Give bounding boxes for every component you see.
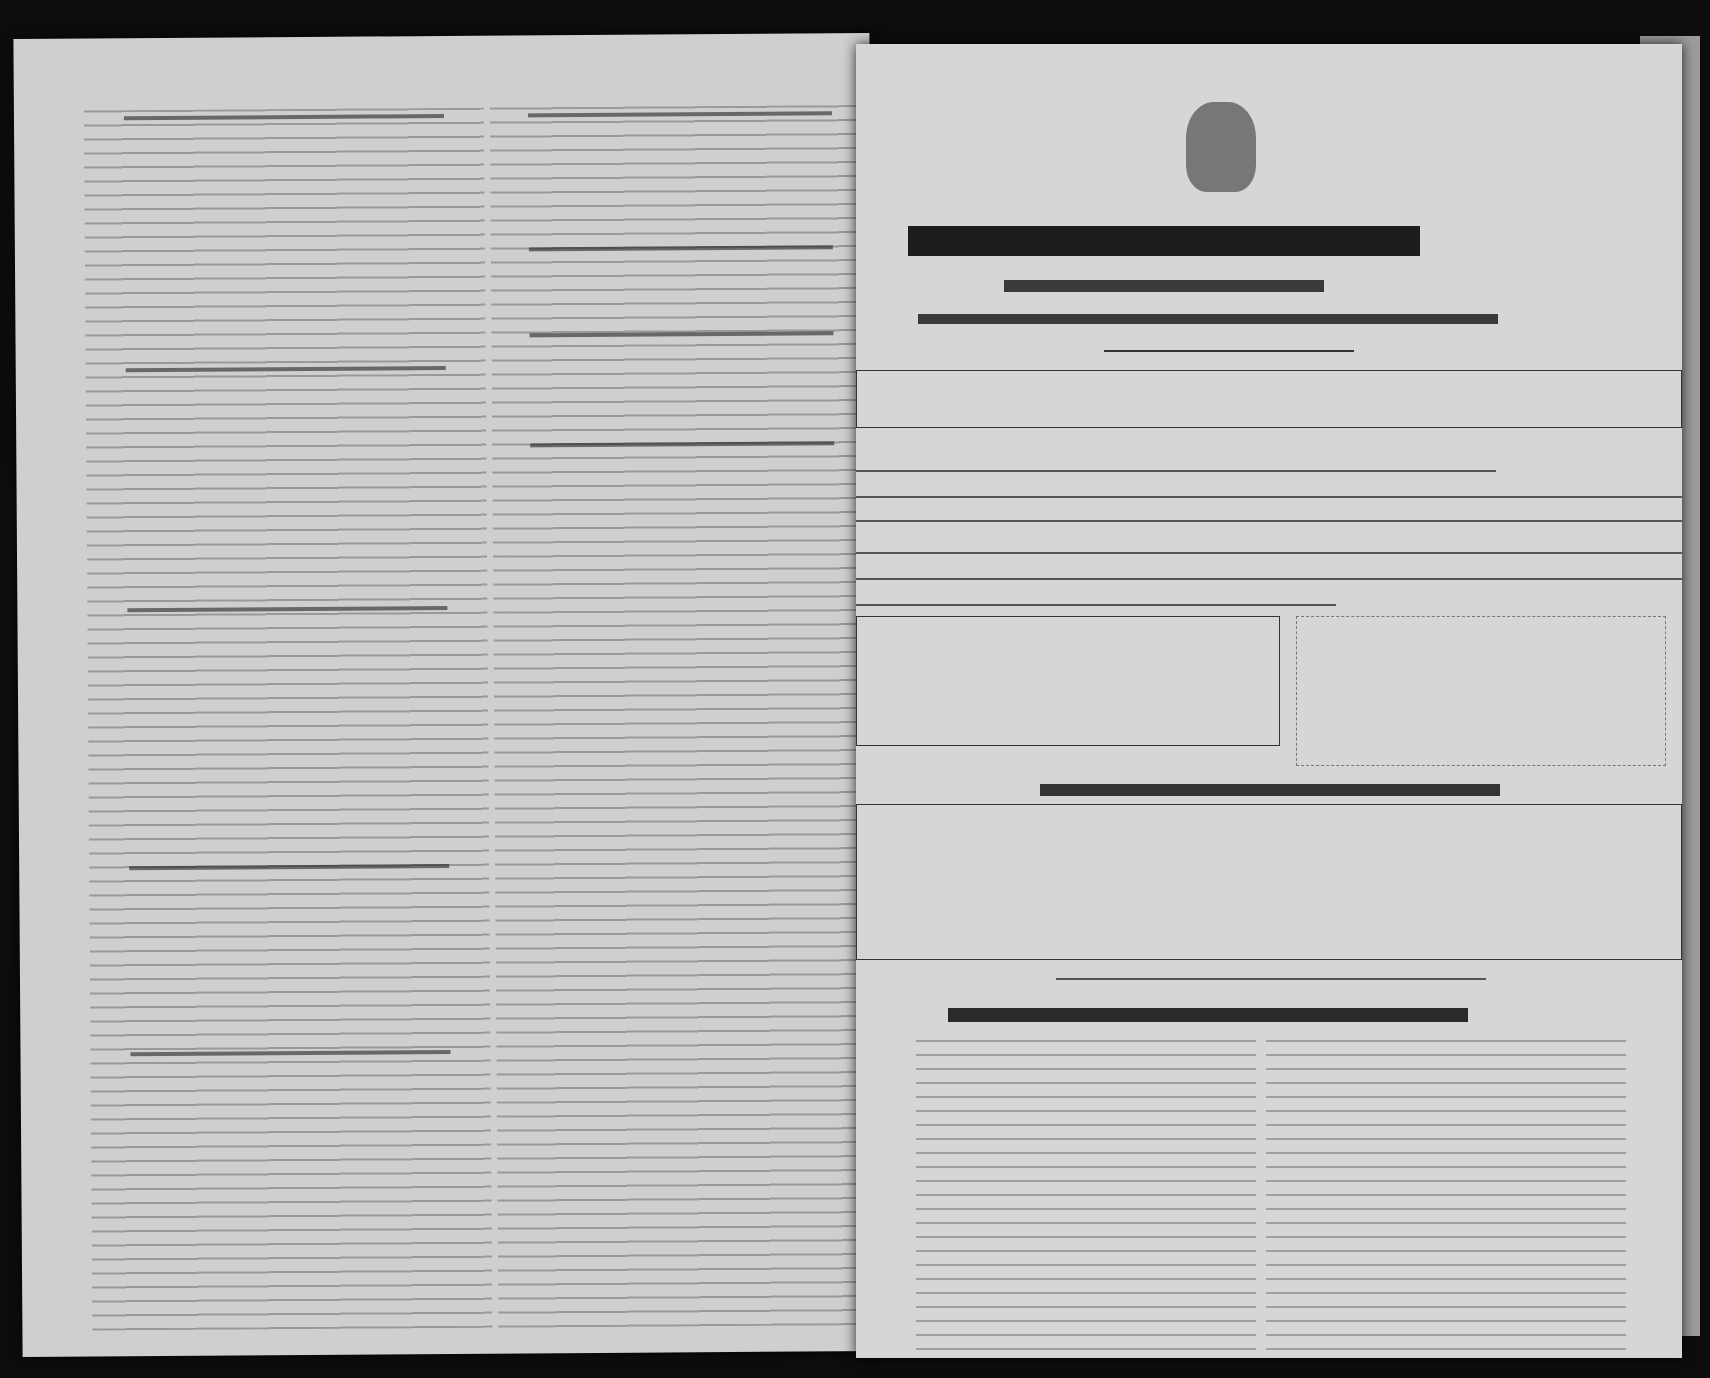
rules-column-left [916,1040,1256,1350]
households-line [856,578,1682,580]
form-basis-block [918,314,1498,324]
rules-column-right [1266,1040,1626,1350]
buildings-line [856,604,1336,606]
population-count-heading [1040,784,1500,796]
buildings-table [856,616,1280,746]
rules-heading [948,1008,1468,1022]
note-panel [1296,616,1666,766]
settlement-line [856,496,1682,498]
instructions-column-left [84,108,493,1331]
right-page-form [856,44,1682,1358]
region-header-box [856,370,1682,428]
enumerator-signature-line [1056,978,1486,980]
form-title-block [908,226,1420,256]
form-subtitle-block [1004,280,1324,292]
left-page-instructions [13,33,878,1357]
instructions-column-right [490,105,879,1328]
settlement-detail-line [856,520,1682,522]
emblem-icon [1186,102,1256,192]
precinct-line [856,470,1496,472]
population-count-table [856,804,1682,960]
ownership-line [856,552,1682,554]
